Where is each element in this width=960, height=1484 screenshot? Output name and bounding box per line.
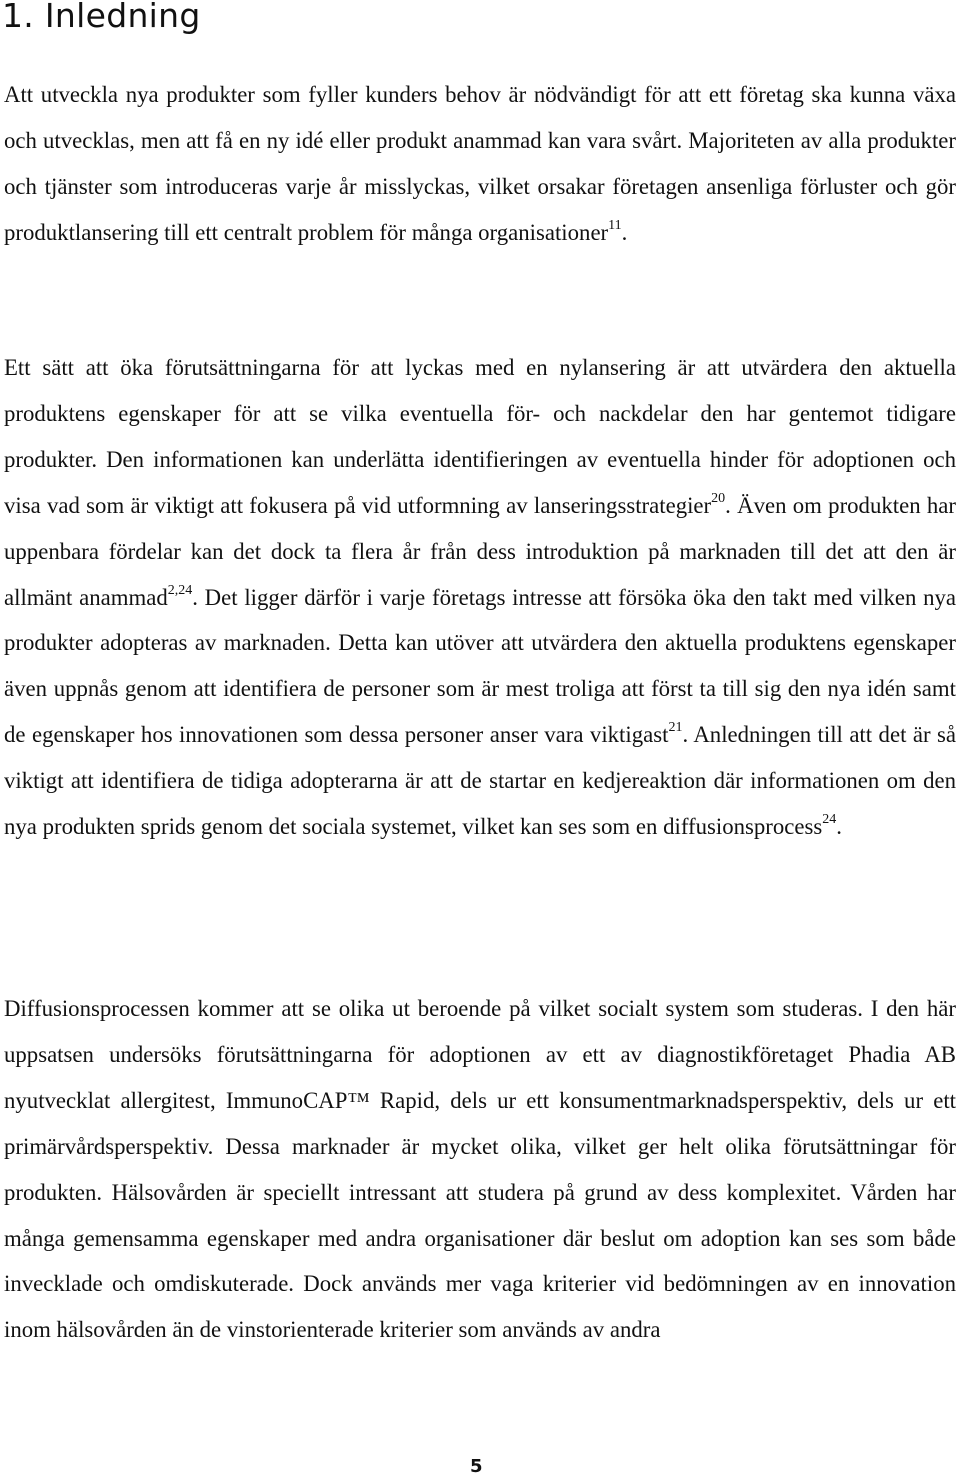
reference-superscript: 21 xyxy=(668,720,683,736)
reference-superscript: 2,24 xyxy=(167,582,193,598)
reference-superscript: 20 xyxy=(711,490,726,506)
paragraph-text: Att utveckla nya produkter som fyller kunders behov är nödvändigt för att ett företag ska kunna växa och utvecklas, men att få en ny idé eller produkt anammad kan vara svårt. Majoriteten av alla produkter och tjänster som introduceras varje år misslyckas, vilket orsakar företagen ansenliga förluster och gör produktlansering till ett centralt problem för många organisationer xyxy=(4,82,956,245)
paragraph-text: . Det ligger därför i varje företags intresse att försöka öka den takt med vilken nya produkter adopteras av marknaden. Detta kan utöver att utvärdera den aktuella produktens egenskaper även uppnås genom att identifiera de personer som är mest troliga att först ta till sig den nya idén samt de egenskaper hos innovationen som dessa personer anser vara viktigast xyxy=(4,584,957,748)
paragraph-text: . xyxy=(621,219,628,245)
page-number: 5 xyxy=(470,1456,483,1477)
paragraph-text: . Anledningen till att det är så viktigt att identifiera de tidiga adopterarna är att de startar en kedjereaktion där informationen om den nya produkten sprids genom det sociala systemet, vilket kan ses som en diffusionsprocess xyxy=(4,722,956,840)
paragraph-text: Ett sätt att öka förutsättningarna för att lyckas med en nylansering är att utvärdera den aktuella produktens egenskaper för att se vilka eventuella för- och nackdelar den har gentemot tidigare produkter. Den informationen kan underlätta identifieringen av eventuella hinder för adoptionen och visa vad som är viktigt att fokusera på vid utformning av lanseringsstrategier xyxy=(4,355,956,518)
paragraph-evaluation xyxy=(4,345,956,850)
paragraph-diffusion: Diffusionsprocessen kommer att se olika ut beroende på vilket socialt system som studeras. I den här uppsatsen undersöks förutsättningarna för adoptionen av ett av diagnostikföretaget Phadia AB nyutvecklat allergitest, ImmunoCAP™ Rapid, dels ur ett konsumentmarknadsperspektiv, dels ur ett primärvårdsperspektiv. Dessa marknader är mycket olika, vilket ger helt olika förutsättningar för produkten. Hälsovården är speciellt intressant att studera på grund av dess komplexitet. Vården har många gemensamma egenskaper med andra organisationer där beslut om adoption kan ses som både invecklade och omdiskuterade. Dock används mer vaga kriterier vid bedömningen av en innovation inom hälsovården än de vinstorienterade kriterier som används av andra xyxy=(4,996,956,1343)
reference-superscript: 24 xyxy=(822,812,837,828)
reference-superscript: 11 xyxy=(608,217,622,233)
paragraph-text: . xyxy=(836,814,842,840)
paragraph-text: . Även om produkten har uppenbara fördelar kan det dock ta flera år från dess introduktion på marknaden till det att den är allmänt anammad xyxy=(4,492,956,610)
section-heading: 1. Inledning xyxy=(2,0,201,35)
paragraph-intro xyxy=(4,72,956,256)
